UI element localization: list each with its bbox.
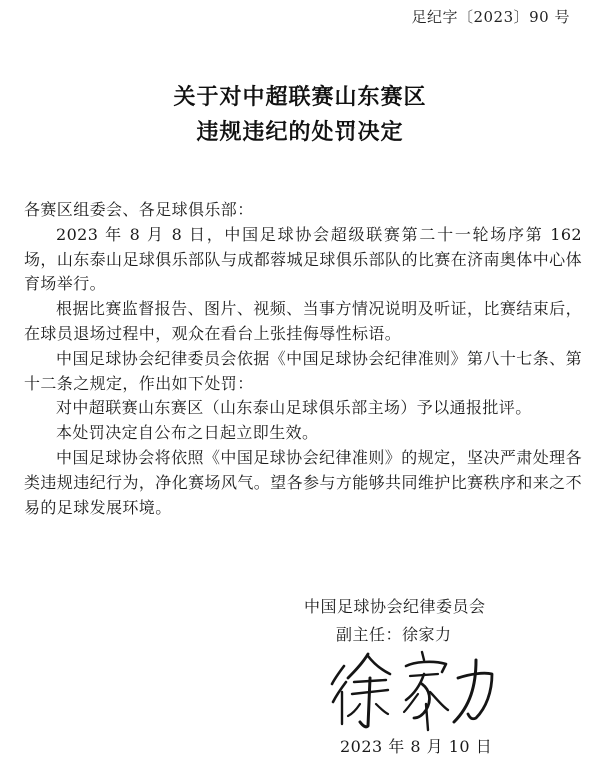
signing-date: 2023 年 8 月 10 日 [340,737,493,756]
paragraph-match-info: 2023 年 8 月 8 日，中国足球协会超级联赛第二十一轮场序第 162 场，山东泰山足球俱乐部队与成都蓉城足球俱乐部队的比赛在济南奥体中心体育场举行。 [24,224,582,294]
paragraph-effective: 本处罚决定自公布之日起立即生效。 [56,423,319,443]
paragraph-legal-basis: 中国足球协会纪律委员会依据《中国足球协会纪律准则》第八十七条、第十二条之规定，作出如下处罚： [24,348,582,393]
paragraph-penalty: 对中超联赛山东赛区（山东泰山足球俱乐部主场）予以通报批评。 [56,398,532,418]
issuing-committee: 中国足球协会纪律委员会 [304,597,486,616]
deputy-director: 副主任：徐家力 [336,625,452,644]
document-body [24,198,582,520]
document-title [0,80,600,150]
paragraph-closing: 中国足球协会将依照《中国足球协会纪律准则》的规定，坚决严肃处理各类违规违纪行为，净化赛场风气。望各参与方能够共同维护比赛秩序和来之不易的足球发展环境。 [24,447,582,517]
document-number: 足纪字〔2023〕90 号 [411,8,570,26]
title-line-1: 关于对中超联赛山东赛区 [173,84,427,110]
signature-block [0,594,600,764]
salutation: 各赛区组委会、各足球俱乐部： [24,200,254,219]
paragraph-violation: 根据比赛监督报告、图片、视频、当事方情况说明及听证，比赛结束后，在球员退场过程中，观众在看台上张挂侮辱性标语。 [24,299,582,343]
handwritten-signature [330,648,500,732]
title-line-2: 违规违纪的处罚决定 [196,119,404,145]
